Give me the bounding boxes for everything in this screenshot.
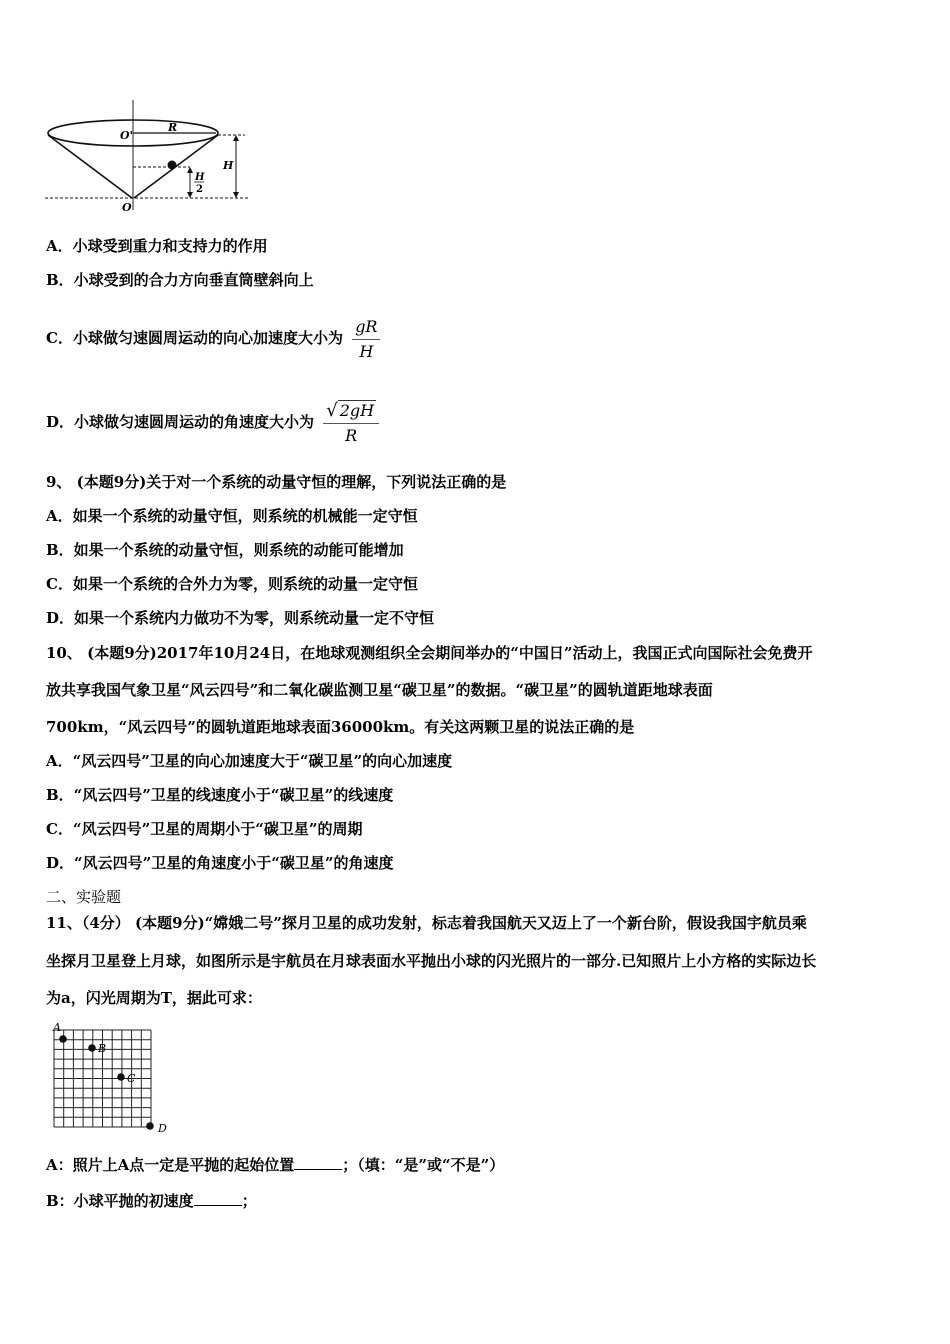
q8-option-c xyxy=(46,303,380,373)
q11-part-b-text: B：小球平抛的初速度 xyxy=(46,1192,194,1210)
half-h-arrowhead-top xyxy=(187,167,193,173)
q9-option-b: B．如果一个系统的动量守恒，则系统的动能可能增加 xyxy=(46,541,404,559)
q11-stem-line1: 11、（4分） (本题9分)“嫦娥二号”探月卫星的成功发射，标志着我国航天又迈上了一个新台阶，假设我国宇航员乘 xyxy=(46,914,807,932)
point-c xyxy=(117,1073,125,1081)
height-h-arrowhead-bottom xyxy=(233,192,239,198)
q8-option-d-fraction xyxy=(323,401,379,446)
q10-option-a: A．“风云四号”卫星的向心加速度大于“碳卫星”的向心加速度 xyxy=(46,752,453,770)
q8-option-c-denominator: H xyxy=(359,341,374,361)
q10-option-c: C．“风云四号”卫星的周期小于“碳卫星”的周期 xyxy=(46,820,363,838)
label-point-b: B xyxy=(98,1042,107,1055)
q9-option-c: C．如果一个系统的合外力为零，则系统的动量一定守恒 xyxy=(46,575,418,593)
label-h: H xyxy=(223,159,234,172)
flash-photo-grid xyxy=(44,1020,174,1140)
q11-part-b xyxy=(46,1190,257,1212)
q8-option-d-numerator: 2gH xyxy=(339,400,375,420)
q11-part-a-hint: ；（填：“是”或“不是”） xyxy=(342,1156,505,1174)
q10-stem-line2: 放共享我国气象卫星“风云四号”和二氧化碳监测卫星“碳卫星”的数据。“碳卫星”的圆轨道距地球表面 xyxy=(46,681,713,699)
cone-figure xyxy=(40,98,255,214)
q8-option-c-text: C．小球做匀速圆周运动的向心加速度大小为 xyxy=(46,329,343,347)
q8-option-c-numerator: gR xyxy=(352,317,380,340)
section-title: 二、实验题 xyxy=(46,888,122,906)
q9-option-a: A．如果一个系统的动量守恒，则系统的机械能一定守恒 xyxy=(46,507,418,525)
half-h-arrowhead-bottom xyxy=(187,192,193,198)
q8-option-b: B．小球受到的合力方向垂直筒壁斜向上 xyxy=(46,271,314,289)
label-point-d: D xyxy=(158,1122,167,1135)
ball xyxy=(168,161,177,170)
label-half-num: H xyxy=(195,172,205,183)
q10-stem-line1: 10、 (本题9分)2017年10月24日，在地球观测组织全会期间举办的“中国日”活动上，我国正式向国际社会免费开 xyxy=(46,644,813,662)
height-h-arrowhead-top xyxy=(233,135,239,141)
q9-stem: 9、 (本题9分)关于对一个系统的动量守恒的理解，下列说法正确的是 xyxy=(46,473,507,491)
q11-part-a-text: A：照片上A点一定是平抛的起始位置 xyxy=(46,1156,295,1174)
q10-option-d: D．“风云四号”卫星的角速度小于“碳卫星”的角速度 xyxy=(46,854,394,872)
q10-option-b: B．“风云四号”卫星的线速度小于“碳卫星”的线速度 xyxy=(46,786,394,804)
q8-option-d-numerator-wrap xyxy=(323,401,379,424)
point-a xyxy=(59,1035,67,1043)
q11-stem-line2: 坐探月卫星登上月球，如图所示是宇航员在月球表面水平抛出小球的闪光照片的一部分.已知照片上小方格的实际边长 xyxy=(46,952,817,970)
q11-stem-line3: 为a，闪光周期为T，据此可求： xyxy=(46,989,262,1007)
label-o-prime: O' xyxy=(120,129,133,142)
label-point-c: C xyxy=(127,1072,136,1085)
q9-option-d: D．如果一个系统内力做功不为零，则系统动量一定不守恒 xyxy=(46,609,435,627)
point-d xyxy=(146,1122,154,1130)
label-half-den: 2 xyxy=(196,184,203,195)
sqrt-symbol: √ 2gH xyxy=(326,399,375,421)
q10-stem-line3: 700km，“风云四号”的圆轨道距地球表面36000km。有关这两颗卫星的说法正确的是 xyxy=(46,718,635,736)
q8-option-a: A．小球受到重力和支持力的作用 xyxy=(46,237,268,255)
label-o: O xyxy=(122,201,132,214)
q8-option-d-denominator: R xyxy=(345,425,358,445)
q11-part-b-end: ； xyxy=(241,1192,257,1210)
q8-option-c-fraction xyxy=(352,317,380,362)
q8-option-d xyxy=(46,386,379,458)
answer-blank-a[interactable] xyxy=(294,1155,342,1170)
point-b xyxy=(88,1044,96,1052)
label-r: R xyxy=(168,121,178,134)
q11-part-a xyxy=(46,1154,504,1176)
answer-blank-b[interactable] xyxy=(194,1191,242,1206)
label-point-a: A xyxy=(53,1021,61,1034)
q8-option-d-text: D．小球做匀速圆周运动的角速度大小为 xyxy=(46,413,315,431)
